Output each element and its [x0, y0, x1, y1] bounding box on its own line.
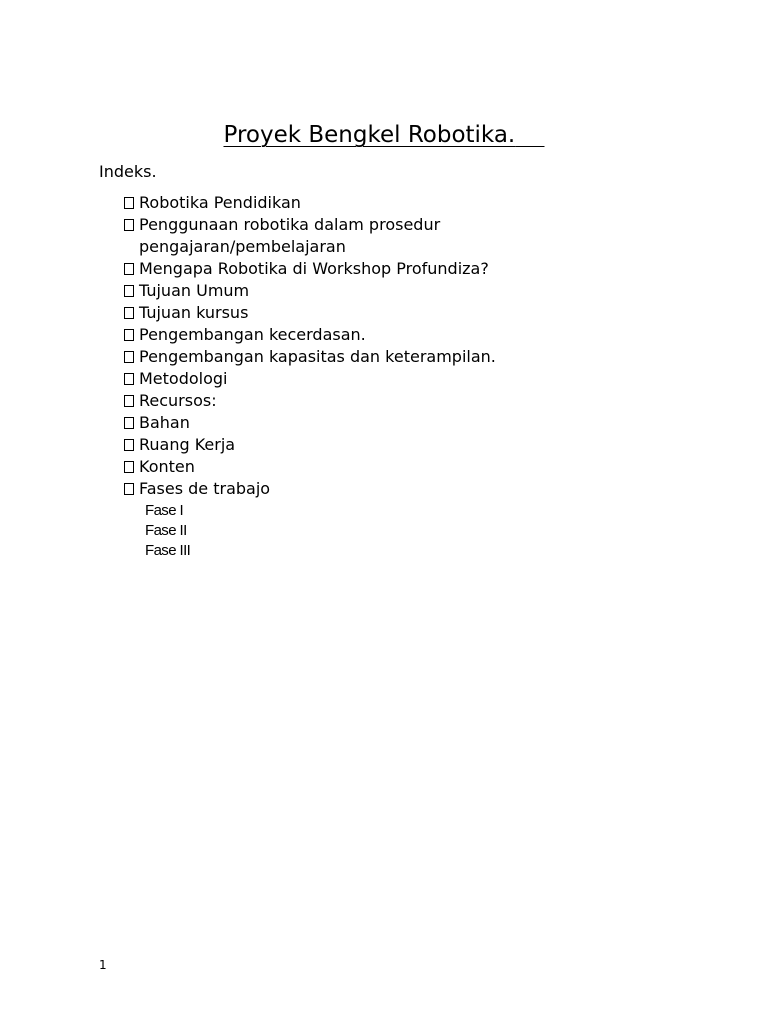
toc-item — [124, 280, 684, 302]
title-label: Proyek Bengkel Robotika. — [223, 122, 516, 148]
sub-item: Fase III — [145, 542, 191, 559]
bullet-box-icon — [124, 197, 134, 209]
toc-item-label: Konten — [139, 457, 195, 476]
toc-item-label: Pengembangan kapasitas dan keterampilan. — [139, 347, 496, 366]
bullet-box-icon — [124, 373, 134, 385]
toc-item-label: Ruang Kerja — [139, 435, 236, 454]
toc-item — [124, 324, 684, 346]
toc-item — [124, 302, 684, 324]
index-heading: Indeks. — [99, 162, 157, 181]
toc-item-label: Fases de trabajo — [139, 479, 271, 498]
sub-item: Fase II — [145, 522, 187, 539]
toc-item-label: Tujuan Umum — [139, 281, 250, 300]
toc-item-label: Metodologi — [139, 369, 228, 388]
document-title — [0, 120, 768, 150]
bullet-box-icon — [124, 395, 134, 407]
title-text — [223, 122, 544, 148]
toc-item-label: Mengapa Robotika di Workshop Profundiza? — [139, 259, 489, 278]
toc-item — [124, 412, 684, 434]
bullet-box-icon — [124, 263, 134, 275]
toc-item — [124, 346, 684, 368]
toc-item — [124, 192, 684, 214]
title-underline-tail — [515, 122, 544, 148]
fases-sublist — [145, 501, 190, 561]
toc-item — [124, 214, 684, 258]
toc-item-label: Recursos: — [139, 391, 217, 410]
bullet-box-icon — [124, 219, 134, 231]
bullet-box-icon — [124, 307, 134, 319]
table-of-contents — [124, 192, 684, 500]
bullet-box-icon — [124, 483, 134, 495]
toc-item — [124, 368, 684, 390]
toc-item-label: Robotika Pendidikan — [139, 193, 301, 212]
toc-item — [124, 434, 684, 456]
bullet-box-icon — [124, 461, 134, 473]
page-number: 1 — [99, 958, 107, 972]
toc-item — [124, 258, 684, 280]
bullet-box-icon — [124, 351, 134, 363]
toc-item — [124, 390, 684, 412]
bullet-box-icon — [124, 285, 134, 297]
toc-item — [124, 478, 684, 500]
toc-item — [124, 456, 684, 478]
bullet-box-icon — [124, 329, 134, 341]
toc-item-label: Tujuan kursus — [139, 303, 249, 322]
toc-item-label: Pengembangan kecerdasan. — [139, 325, 366, 344]
toc-item-label: Bahan — [139, 413, 190, 432]
bullet-box-icon — [124, 417, 134, 429]
toc-item-label: Penggunaan robotika dalam prosedur pengajaran/pembelajaran — [139, 215, 441, 256]
sub-item: Fase I — [145, 502, 184, 519]
bullet-box-icon — [124, 439, 134, 451]
